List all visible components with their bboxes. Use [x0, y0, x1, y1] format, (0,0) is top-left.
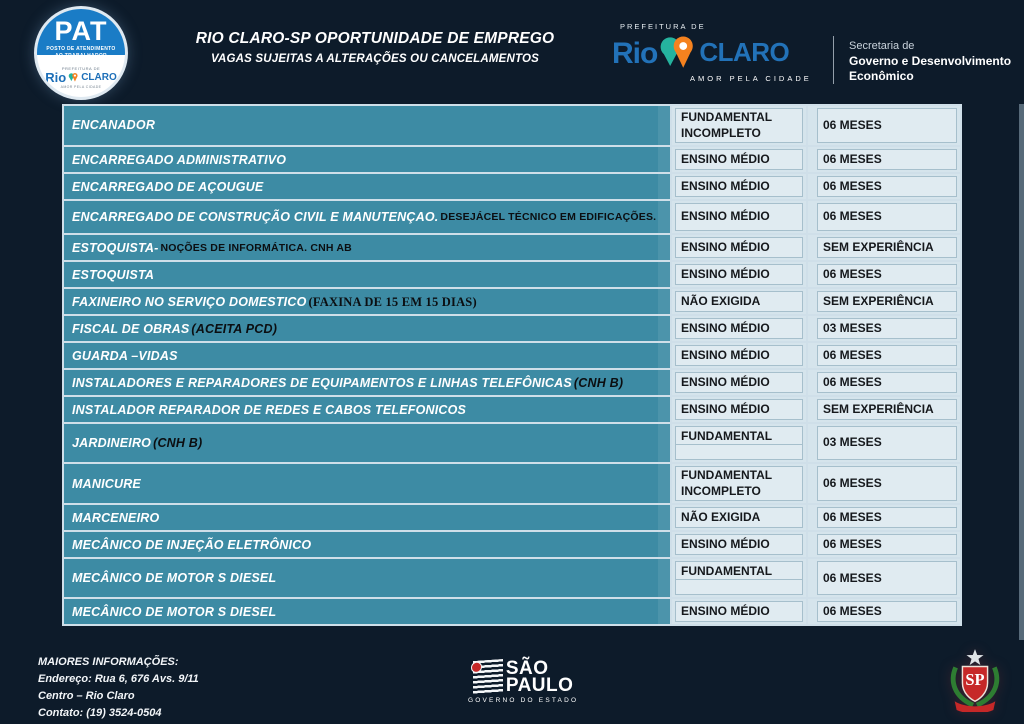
job-title: ESTOQUISTA-: [72, 240, 159, 255]
education-value: ENSINO MÉDIO: [675, 345, 803, 366]
sp-word-line2: PAULO: [505, 675, 574, 697]
experience-value: 06 MESES: [817, 561, 957, 595]
education-value: FUNDAMENTAL INCOMPLETO: [675, 466, 803, 501]
pat-claro-wordmark: CLARO: [81, 71, 117, 83]
city-logo-pretitle: PREFEITURA DE: [620, 22, 706, 31]
table-edge-strip: [1019, 104, 1024, 640]
table-row: [64, 505, 960, 530]
experience-value: 06 MESES: [817, 176, 957, 197]
education-cell: [672, 599, 806, 624]
experience-cell: [808, 464, 960, 503]
sp-flag-icon: [473, 659, 503, 695]
education-cell: [672, 424, 806, 462]
experience-cell: [808, 201, 960, 233]
table-row: [64, 316, 960, 341]
pat-logo: [34, 6, 128, 100]
job-title: INSTALADOR REPARADOR DE REDES E CABOS TELEFONICOS: [72, 402, 467, 417]
table-row: [64, 397, 960, 422]
experience-cell: [808, 424, 960, 462]
job-table: [62, 104, 962, 626]
education-value: ENSINO MÉDIO: [675, 372, 803, 393]
secretariat-line2: Governo e Desenvolvimento: [849, 53, 1012, 68]
experience-value: SEM EXPERIÊNCIA: [817, 399, 957, 420]
job-title: MECÂNICO DE MOTOR S DIESEL: [72, 604, 277, 619]
education-value: NÃO EXIGIDA: [675, 507, 803, 528]
job-title: MECÂNICO DE MOTOR S DIESEL: [72, 571, 277, 586]
job-title-cell: [64, 201, 670, 233]
experience-value: 06 MESES: [817, 372, 957, 393]
experience-value: SEM EXPERIÊNCIA: [817, 237, 957, 258]
sp-logo-wordmark: [506, 660, 574, 695]
job-title: ENCARREGADO DE AÇOUGUE: [72, 179, 264, 194]
pat-acronym: PAT: [54, 16, 108, 46]
sp-coat-of-arms-icon: [946, 648, 1004, 712]
education-cell: [672, 201, 806, 233]
job-title: ENCARREGADO DE CONSTRUÇÃO CIVIL E MANUTENÇAO.: [72, 210, 439, 224]
job-title: JARDINEIRO: [72, 436, 152, 450]
city-rio-wordmark: Rio: [612, 36, 658, 70]
pat-description-line2: AO TRABALHADOR: [55, 53, 107, 59]
job-title-cell: [64, 262, 670, 287]
table-row: [64, 532, 960, 557]
heart-pin-icon: [658, 33, 698, 73]
education-value: ENSINO MÉDIO: [675, 534, 803, 555]
education-cell: [672, 316, 806, 341]
experience-value: 06 MESES: [817, 466, 957, 501]
job-title-cell: [64, 370, 670, 395]
education-value: FUNDAMENTAL INCOMPLETO: [675, 108, 803, 143]
pat-description-line1: POSTO DE ATENDIMENTO: [46, 46, 116, 52]
job-note: (CNH B): [153, 436, 203, 450]
education-cell: [672, 106, 806, 145]
pat-city-brand: [37, 66, 125, 89]
experience-value: 06 MESES: [817, 601, 957, 622]
job-note: (FAXINA DE 15 EM 15 DIAS): [308, 294, 477, 309]
experience-cell: [808, 532, 960, 557]
job-title-cell: [64, 559, 670, 597]
education-value: ENSINO MÉDIO: [675, 149, 803, 170]
pat-prefeitura-label: PREFEITURA DE: [61, 66, 101, 71]
page-subtitle: VAGAS SUJEITAS A ALTERAÇÕES OU CANCELAMENTOS: [210, 53, 540, 65]
experience-cell: [808, 599, 960, 624]
header-title-block: [160, 30, 590, 65]
job-title-cell: [64, 505, 670, 530]
svg-text:SP: SP: [965, 669, 985, 689]
experience-value: 06 MESES: [817, 203, 957, 231]
education-cell: [672, 262, 806, 287]
experience-value: 06 MESES: [817, 149, 957, 170]
table-row: [64, 370, 960, 395]
education-cell: [672, 289, 806, 314]
education-value: NÃO EXIGIDA: [675, 291, 803, 312]
table-row: [64, 262, 960, 287]
table-row: [64, 464, 960, 503]
education-cell: [672, 397, 806, 422]
heart-pin-icon: [68, 72, 79, 83]
job-title-cell: [64, 235, 670, 260]
job-title: INSTALADORES E REPARADORES DE EQUIPAMENTOS E LINHAS TELEFÔNICAS: [72, 375, 572, 390]
city-tagline: AMOR PELA CIDADE: [690, 74, 812, 83]
education-value: ENSINO MÉDIO: [675, 318, 803, 339]
footer-info-title: MAIORES INFORMAÇÕES:: [38, 656, 179, 668]
job-title: FISCAL DE OBRAS: [72, 321, 190, 336]
job-title: FAXINEIRO NO SERVIÇO DOMESTICO: [72, 294, 307, 309]
job-title: GUARDA –VIDAS: [72, 348, 178, 363]
education-cell: [672, 559, 806, 597]
experience-value: 03 MESES: [817, 426, 957, 460]
education-value: ENSINO MÉDIO: [675, 237, 803, 258]
experience-value: 03 MESES: [817, 318, 957, 339]
city-claro-wordmark: CLARO: [699, 37, 790, 68]
experience-cell: [808, 235, 960, 260]
job-title-cell: [64, 464, 670, 503]
job-note: (ACEITA PCD): [191, 321, 278, 336]
job-title: MECÂNICO DE INJEÇÃO ELETRÔNICO: [72, 537, 312, 552]
rio-claro-city-logo: [612, 22, 822, 83]
job-title: ESTOQUISTA: [72, 267, 155, 282]
footer-address: Endereço: Rua 6, 676 Avs. 9/11: [38, 673, 199, 686]
table-row: [64, 343, 960, 368]
sp-logo-caption: GOVERNO DO ESTADO: [468, 696, 579, 704]
secretariat-block: [849, 40, 1011, 84]
job-note: DESEJÁCEL TÉCNICO EM EDIFICAÇÕES.: [440, 211, 657, 224]
education-value: ENSINO MÉDIO: [675, 399, 803, 420]
sao-paulo-state-logo: [468, 660, 578, 704]
education-cell: [672, 505, 806, 530]
experience-value: SEM EXPERIÊNCIA: [817, 291, 957, 312]
experience-cell: [808, 559, 960, 597]
education-value: ENSINO MÉDIO: [675, 264, 803, 285]
experience-value: 06 MESES: [817, 264, 957, 285]
job-title-cell: [64, 397, 670, 422]
job-title: ENCARREGADO ADMINISTRATIVO: [72, 152, 287, 167]
experience-cell: [808, 262, 960, 287]
education-cell: [672, 147, 806, 172]
education-value: ENSINO MÉDIO: [675, 203, 803, 231]
education-cell: [672, 174, 806, 199]
experience-cell: [808, 343, 960, 368]
experience-cell: [808, 370, 960, 395]
secretariat-line3: Econômico: [849, 68, 914, 83]
education-cell: [672, 464, 806, 503]
experience-cell: [808, 147, 960, 172]
experience-cell: [808, 505, 960, 530]
education-cell: [672, 343, 806, 368]
experience-cell: [808, 397, 960, 422]
header-divider: [833, 36, 834, 84]
experience-cell: [808, 174, 960, 199]
job-title-cell: [64, 316, 670, 341]
job-title: ENCANADOR: [72, 118, 156, 133]
education-cell: [672, 370, 806, 395]
job-title-cell: [64, 174, 670, 199]
experience-cell: [808, 106, 960, 145]
experience-cell: [808, 316, 960, 341]
sp-word-line1: SÃO: [505, 658, 549, 679]
footer-district: Centro – Rio Claro: [38, 690, 135, 703]
experience-value: 06 MESES: [817, 507, 957, 528]
education-cell: [672, 532, 806, 557]
experience-cell: [808, 289, 960, 314]
education-value: FUNDAMENTAL: [675, 426, 803, 460]
page-title: RIO CLARO-SP OPORTUNIDADE DE EMPREGO: [195, 30, 555, 47]
table-row: [64, 106, 960, 145]
experience-value: 06 MESES: [817, 534, 957, 555]
job-title-cell: [64, 147, 670, 172]
table-row: [64, 289, 960, 314]
job-title-cell: [64, 599, 670, 624]
table-row: [64, 559, 960, 597]
job-title-cell: [64, 106, 670, 145]
education-value: ENSINO MÉDIO: [675, 176, 803, 197]
footer-phone: Contato: (19) 3524-0504: [38, 707, 162, 720]
table-row: [64, 147, 960, 172]
pat-rio-wordmark: Rio: [45, 70, 67, 85]
education-cell: [672, 235, 806, 260]
table-row: [64, 201, 960, 233]
experience-value: 06 MESES: [817, 345, 957, 366]
job-title-cell: [64, 343, 670, 368]
pat-tagline: AMOR PELA CIDADE: [60, 85, 102, 89]
table-row: [64, 599, 960, 624]
secretariat-line1: Secretaria de: [849, 40, 915, 52]
job-title-cell: [64, 532, 670, 557]
education-value: FUNDAMENTAL: [675, 561, 803, 595]
job-title: MARCENEIRO: [72, 510, 160, 525]
job-note: (CNH B): [573, 375, 624, 390]
job-title-cell: [64, 424, 670, 462]
table-row: [64, 174, 960, 199]
experience-value: 06 MESES: [817, 108, 957, 143]
education-value: ENSINO MÉDIO: [675, 601, 803, 622]
sp-flag-circle: [471, 662, 482, 674]
table-row: [64, 235, 960, 260]
footer-contact-info: [38, 654, 199, 722]
table-row: [64, 424, 960, 462]
job-title: MANICURE: [72, 476, 141, 491]
job-title-cell: [64, 289, 670, 314]
job-note: NOÇÕES DE INFORMÁTICA. CNH AB: [160, 241, 352, 254]
